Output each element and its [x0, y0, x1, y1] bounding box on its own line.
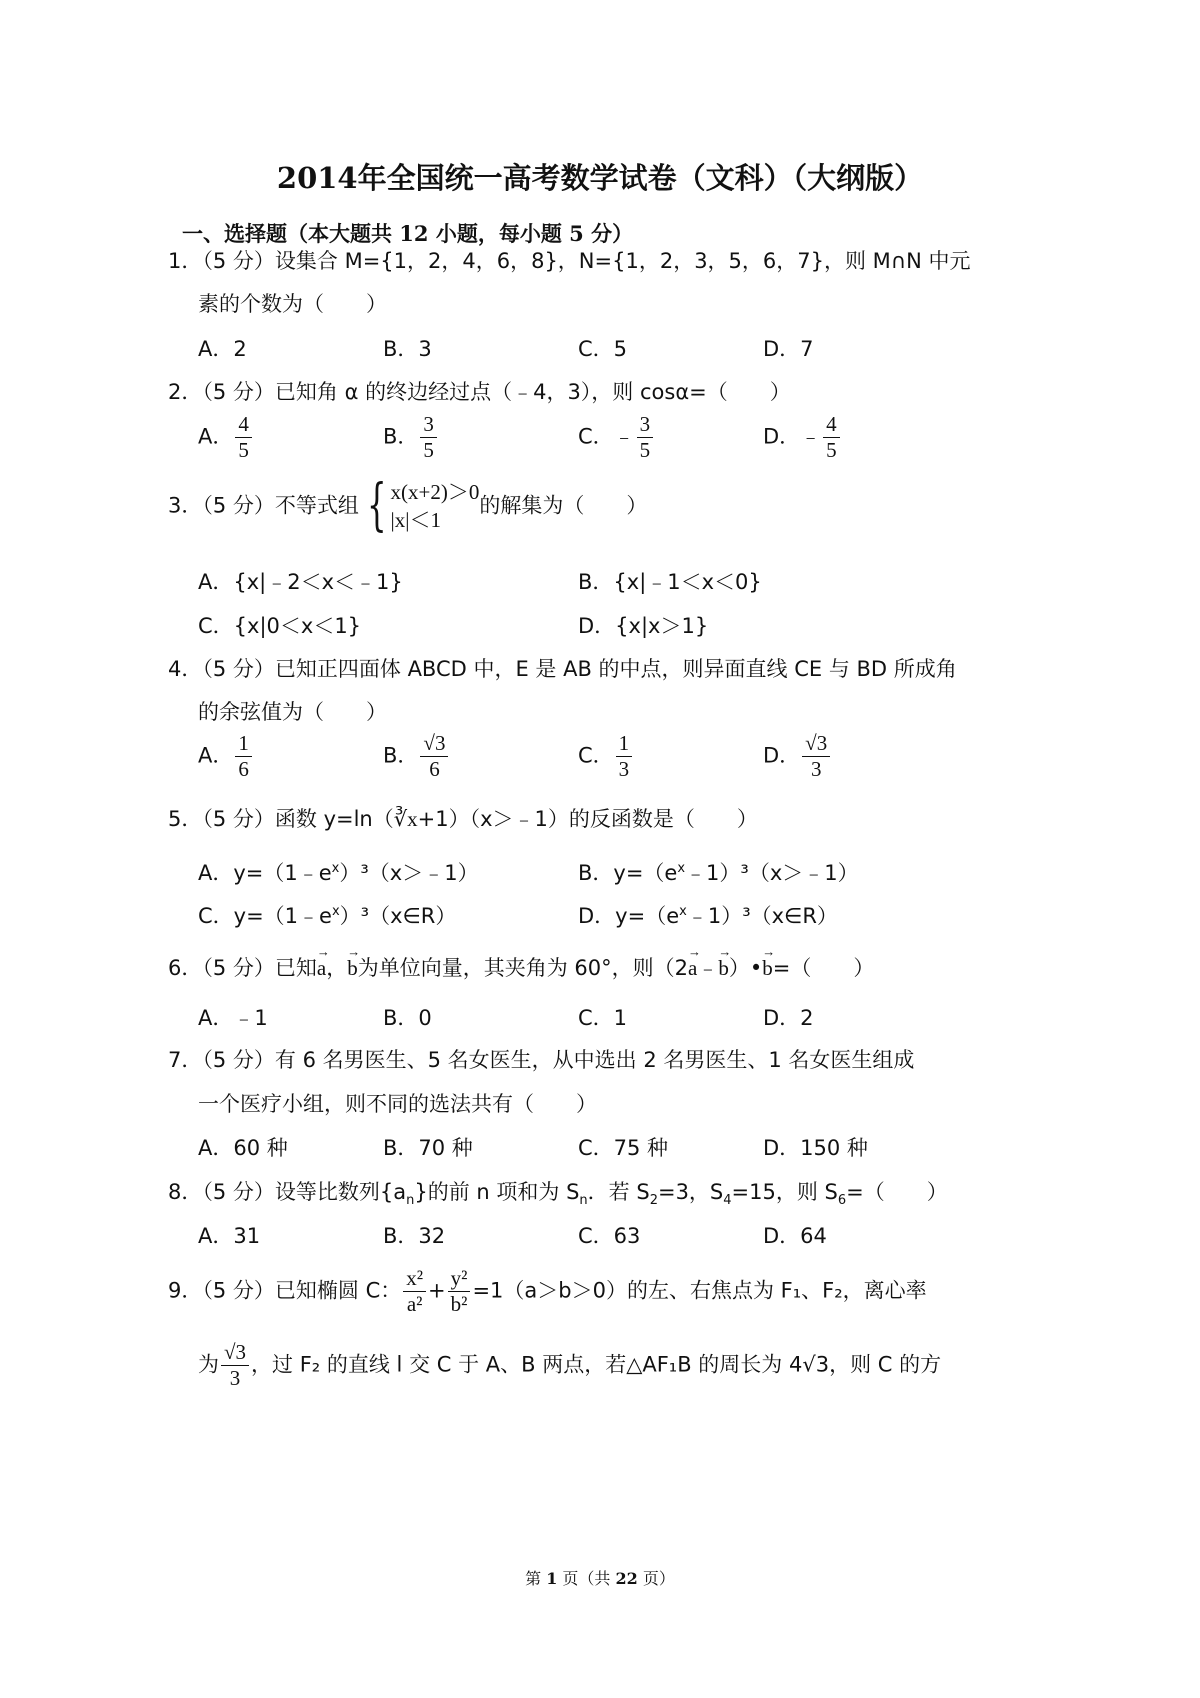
question-5-option-d — [578, 900, 838, 930]
question-4-option-d — [763, 733, 832, 780]
denominator: 6 — [238, 757, 249, 781]
question-8-option-b: B．32 — [383, 1224, 446, 1248]
exponent: x — [677, 861, 686, 876]
fraction — [420, 733, 448, 780]
vector-a: → a — [688, 956, 697, 981]
question-text: =（ ） — [846, 1180, 948, 1204]
subscript: 6 — [837, 1193, 847, 1209]
question-8-option-d: D．64 — [763, 1224, 827, 1248]
question-7-option-a: A．60 种 — [198, 1136, 288, 1160]
question-3-option-d: D．{x|x＞1} — [578, 614, 709, 638]
question-text-end: +1）（x＞﹣1）的反函数是（ ） — [417, 807, 758, 831]
question-3-option-c: C．{x|0＜x＜1} — [198, 614, 362, 638]
fraction — [221, 1342, 249, 1389]
question-8-option-c: C．63 — [578, 1224, 641, 1248]
inequality-1: x(x+2)＞0 — [390, 480, 480, 504]
question-text: }的前 n 项和为 S — [414, 1180, 580, 1204]
option-text: B．y=（e — [578, 861, 678, 885]
numerator: x² — [403, 1268, 426, 1292]
numerator: 1 — [235, 733, 252, 757]
numerator: √3 — [221, 1342, 249, 1366]
footer-text: 页） — [637, 1569, 675, 1588]
question-2-option-b — [383, 414, 439, 461]
question-text-end: =（ ） — [772, 956, 875, 980]
numerator: 1 — [616, 733, 633, 757]
question-3-line-1 — [168, 473, 648, 539]
option-label: C． — [578, 743, 614, 768]
exponent: x — [679, 904, 687, 919]
denominator: 5 — [639, 438, 651, 462]
question-1-option-d: D．7 — [763, 337, 814, 361]
option-label: D． — [763, 743, 801, 768]
fraction — [616, 733, 633, 780]
question-text-end: 的解集为（ ） — [479, 493, 648, 518]
question-text: ．若 S — [587, 1180, 650, 1204]
numerator: y² — [448, 1268, 471, 1292]
subscript: n — [579, 1193, 588, 1209]
numerator: 3 — [420, 414, 437, 438]
fraction — [403, 1268, 426, 1315]
section-heading: 一、选择题（本大题共 12 小题，每小题 5 分） — [182, 221, 634, 246]
total-pages: 22 — [615, 1569, 638, 1588]
numerator: √3 — [802, 733, 830, 757]
option-text-end: ﹣1）³（x＞﹣1） — [685, 861, 859, 885]
option-text: A．y=（1﹣e — [198, 861, 332, 885]
question-text: 6．（5 分）已知 — [168, 956, 317, 980]
option-text: D．y=（e — [578, 904, 680, 928]
plus-sign: + — [428, 1278, 446, 1303]
question-1-option-a: A．2 — [198, 337, 247, 361]
footer-text: 页（共 — [557, 1569, 616, 1588]
vector-a: → a — [317, 956, 326, 981]
subscript: 2 — [649, 1193, 658, 1209]
denominator: a² — [406, 1292, 423, 1316]
option-label: B． — [383, 424, 419, 449]
option-label: A． — [198, 743, 234, 768]
option-text: C．y=（1﹣e — [198, 904, 332, 928]
dot-product: ）• — [728, 956, 763, 980]
question-text: 9．（5 分）已知椭圆 C： — [168, 1278, 402, 1303]
page-title: 2014年全国统一高考数学试卷（文科）（大纲版） — [276, 161, 924, 195]
fraction — [448, 1268, 471, 1315]
question-text-end: ，过 F₂ 的直线 l 交 C 于 A、B 两点，若△AF₁B 的周长为 4√3，则 C 的方 — [251, 1352, 942, 1377]
option-label: B． — [383, 743, 419, 768]
question-1-line-1: 1．（5 分）设集合 M={1，2，4，6，8}，N={1，2，3，5，6，7}，则 M∩N 中元 — [168, 249, 971, 273]
question-4-option-b — [383, 733, 450, 780]
page-footer — [0, 1566, 1200, 1589]
question-text: 5．（5 分）函数 y=ln（ — [168, 807, 394, 831]
question-6-option-d: D．2 — [763, 1006, 814, 1030]
question-9-line-1 — [168, 1268, 927, 1315]
question-6-option-a: A．﹣1 — [198, 1006, 268, 1030]
question-8-option-a: A．31 — [198, 1224, 261, 1248]
question-4-option-c — [578, 733, 634, 780]
question-7-option-d: D．150 种 — [763, 1136, 868, 1160]
question-text: 8．（5 分）设等比数列{a — [168, 1180, 407, 1204]
fraction — [235, 414, 252, 461]
denominator: 5 — [423, 438, 434, 462]
question-2-line-1: 2．（5 分）已知角 α 的终边经过点（﹣4，3），则 cosα=（ ） — [168, 380, 791, 404]
question-9-line-2 — [198, 1342, 941, 1389]
denominator: 3 — [229, 1366, 241, 1390]
numerator: √3 — [420, 733, 448, 757]
question-2-option-c — [578, 414, 655, 461]
option-text-end: ）³（x＞﹣1） — [339, 861, 479, 885]
denominator: 3 — [618, 757, 630, 781]
fraction — [235, 733, 252, 780]
vector-b: → b — [718, 956, 729, 981]
denominator: 5 — [826, 438, 837, 462]
numerator: 4 — [823, 414, 840, 438]
question-2-option-d — [763, 414, 842, 461]
question-6-option-c: C．1 — [578, 1006, 628, 1030]
question-3-option-b: B．{x|﹣1＜x＜0} — [578, 570, 762, 594]
question-7-option-b: B．70 种 — [383, 1136, 473, 1160]
vector-b: → b — [347, 956, 358, 981]
question-text: 3．（5 分）不等式组 — [168, 493, 359, 518]
vector-b: → b — [762, 956, 773, 981]
footer-text: 第 — [525, 1569, 547, 1588]
inequality-system — [359, 473, 480, 539]
option-label: A． — [198, 424, 234, 449]
question-5-option-a — [198, 857, 479, 887]
question-2-option-a — [198, 414, 254, 461]
page-number: 1 — [546, 1569, 558, 1588]
question-5-option-b — [578, 857, 859, 887]
minus-sign: ﹣ — [697, 956, 719, 980]
left-brace: { — [366, 473, 387, 539]
question-7-line-2: 一个医疗小组，则不同的选法共有（ ） — [198, 1092, 597, 1116]
question-6-option-b: B．0 — [383, 1006, 432, 1030]
exponent: x — [331, 861, 340, 876]
question-4-option-a — [198, 733, 254, 780]
question-1-option-b: B．3 — [383, 337, 432, 361]
subscript: n — [406, 1193, 415, 1209]
fraction — [823, 414, 840, 461]
option-label: D．﹣ — [763, 424, 822, 449]
question-text: =15，则 S — [731, 1180, 838, 1204]
question-text-mid: 为单位向量，其夹角为 60°，则（2 — [357, 956, 688, 980]
question-7-line-1: 7．（5 分）有 6 名男医生、5 名女医生，从中选出 2 名男医生、1 名女医生组成 — [168, 1048, 915, 1072]
option-label: C．﹣ — [578, 424, 635, 449]
question-6-line-1 — [168, 952, 874, 982]
option-text-end: ﹣1）³（x∈R） — [686, 904, 838, 928]
subscript: 4 — [723, 1193, 732, 1209]
numerator: 4 — [235, 414, 252, 438]
question-5-option-c — [198, 900, 456, 930]
numerator: 3 — [637, 414, 654, 438]
question-1-option-c: C．5 — [578, 337, 628, 361]
question-8-line-1 — [168, 1176, 948, 1208]
question-4-line-2: 的余弦值为（ ） — [198, 700, 387, 724]
question-text-end: =1（a＞b＞0）的左、右焦点为 F₁、F₂，离心率 — [472, 1278, 927, 1303]
fraction — [420, 414, 437, 461]
denominator: 3 — [810, 757, 822, 781]
exponent: x — [331, 904, 340, 919]
denominator: b² — [450, 1292, 468, 1316]
question-text: =3，S — [657, 1180, 724, 1204]
question-3-option-a: A．{x|﹣2＜x＜﹣1} — [198, 570, 403, 594]
separator: ， — [326, 956, 348, 980]
question-text: 为 — [198, 1352, 219, 1377]
question-7-option-c: C．75 种 — [578, 1136, 669, 1160]
question-1-line-2: 素的个数为（ ） — [198, 292, 387, 316]
question-5-line-1 — [168, 803, 758, 833]
option-text-end: ）³（x∈R） — [339, 904, 457, 928]
cube-root: ∛x — [393, 807, 418, 831]
denominator: 5 — [238, 438, 249, 462]
fraction — [802, 733, 830, 780]
question-4-line-1: 4．（5 分）已知正四面体 ABCD 中，E 是 AB 的中点，则异面直线 CE 与 BD 所成角 — [168, 657, 957, 681]
denominator: 6 — [429, 757, 440, 781]
fraction — [637, 414, 654, 461]
inequality-2: |x|＜1 — [390, 508, 441, 533]
